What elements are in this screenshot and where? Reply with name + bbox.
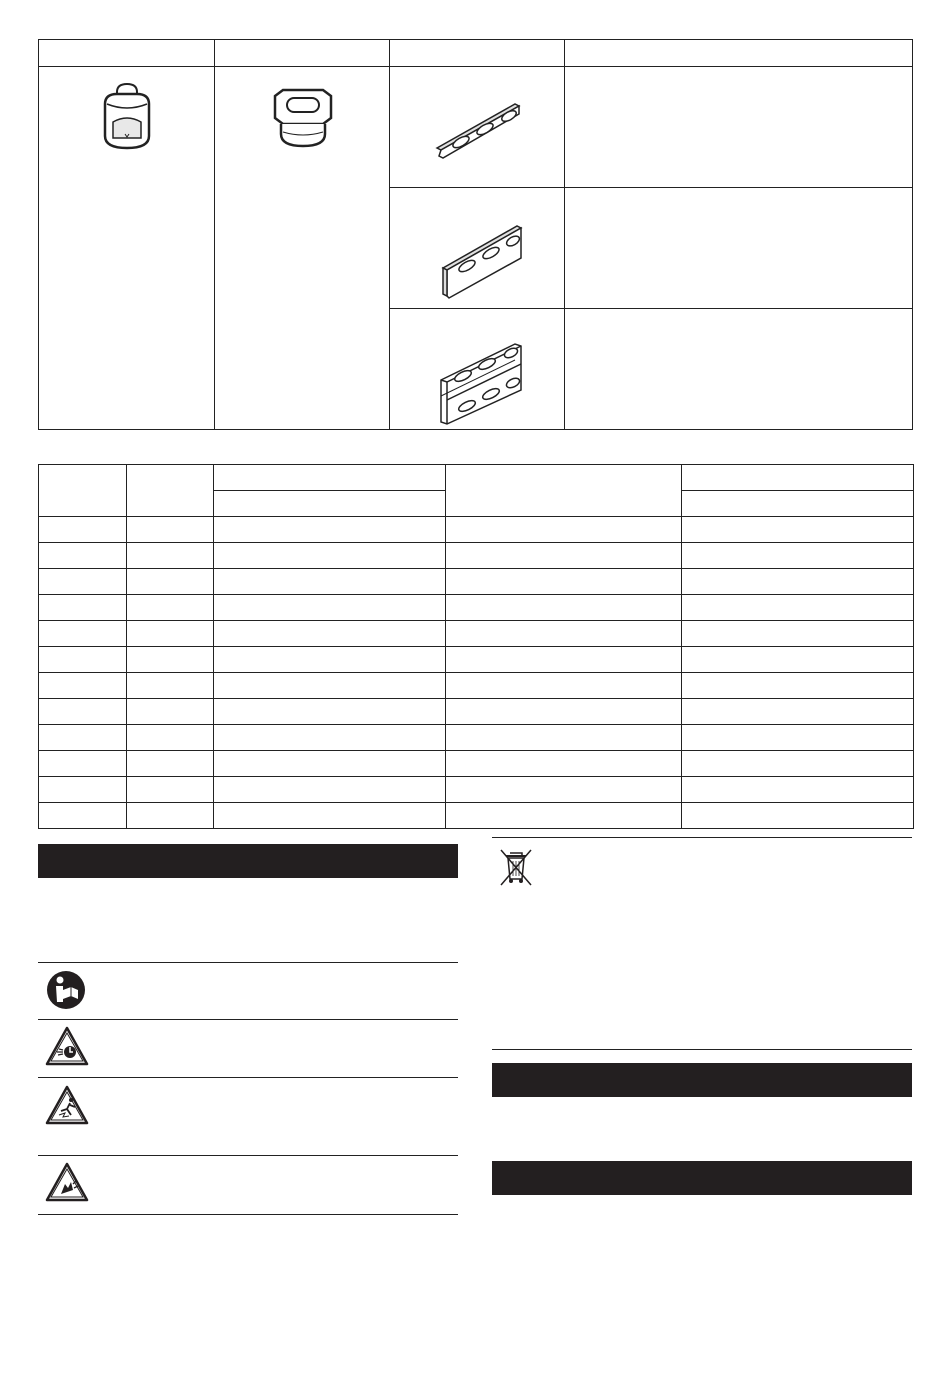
table-cell <box>446 699 682 725</box>
table-header-cell <box>446 465 682 517</box>
table-row <box>39 673 914 699</box>
table-cell <box>214 673 446 699</box>
table-cell <box>127 621 214 647</box>
table-cell <box>127 595 214 621</box>
table-row <box>39 465 914 491</box>
punch-icon <box>99 82 155 154</box>
table-cell <box>682 647 914 673</box>
table-cell <box>39 569 127 595</box>
table-cell <box>214 699 446 725</box>
table-cell <box>214 569 446 595</box>
table-cell <box>39 595 127 621</box>
header-cell-material <box>390 40 564 66</box>
angle-bar-icon <box>435 220 525 300</box>
table-cell <box>682 751 914 777</box>
table-row <box>39 777 914 803</box>
warning-flying-debris-icon <box>45 1026 89 1066</box>
table-header-cell <box>682 491 914 517</box>
table-divider <box>389 40 390 429</box>
table-row-divider <box>389 187 912 188</box>
table-cell <box>446 673 682 699</box>
divider <box>492 837 912 838</box>
warning-cutting-hand-icon <box>45 1162 89 1202</box>
divider <box>38 1077 458 1078</box>
table-cell <box>214 777 446 803</box>
table-cell <box>682 595 914 621</box>
warning-electric-shock-icon <box>45 1085 89 1125</box>
table-row <box>39 699 914 725</box>
table-cell <box>214 543 446 569</box>
table-cell <box>682 543 914 569</box>
table-cell <box>446 725 682 751</box>
table-cell <box>39 725 127 751</box>
table-cell <box>682 621 914 647</box>
table-cell <box>682 517 914 543</box>
table-header-cell <box>127 465 214 517</box>
table-cell <box>682 673 914 699</box>
section-header-bar <box>492 1161 912 1195</box>
table-row <box>39 569 914 595</box>
table-cell <box>214 803 446 829</box>
header-cell-description <box>565 40 912 66</box>
table-row <box>39 803 914 829</box>
table-cell <box>127 543 214 569</box>
table-cell <box>446 647 682 673</box>
table-cell <box>446 751 682 777</box>
table-row <box>39 595 914 621</box>
table-cell <box>127 699 214 725</box>
channel-bar-icon <box>435 340 525 426</box>
table-cell <box>39 517 127 543</box>
table-cell <box>39 751 127 777</box>
table-cell <box>39 699 127 725</box>
table-cell <box>127 777 214 803</box>
table-cell <box>39 647 127 673</box>
table-cell <box>446 777 682 803</box>
table-cell <box>682 777 914 803</box>
table-row <box>39 751 914 777</box>
table-cell <box>446 517 682 543</box>
section-header-bar <box>38 844 458 878</box>
divider <box>492 1049 912 1050</box>
table-row-divider <box>389 308 912 309</box>
table-cell <box>127 751 214 777</box>
table-cell <box>446 621 682 647</box>
table-cell <box>446 569 682 595</box>
table-header-cell <box>39 465 127 517</box>
table-cell <box>214 647 446 673</box>
table-cell <box>39 621 127 647</box>
divider <box>38 962 458 963</box>
divider <box>38 1155 458 1156</box>
header-cell-punch <box>39 40 214 66</box>
table-cell <box>127 647 214 673</box>
table-cell <box>127 517 214 543</box>
table-divider <box>564 40 565 429</box>
table-cell <box>127 725 214 751</box>
table-cell <box>682 699 914 725</box>
table-cell <box>214 621 446 647</box>
flat-bar-icon <box>435 100 525 162</box>
die-icon <box>271 88 335 150</box>
table-cell <box>39 777 127 803</box>
table-cell <box>214 751 446 777</box>
table-header-cell <box>214 465 446 491</box>
table-divider <box>214 40 215 429</box>
table-cell <box>214 725 446 751</box>
table-cell <box>446 595 682 621</box>
table-cell <box>682 803 914 829</box>
table-row <box>39 725 914 751</box>
table-row <box>39 517 914 543</box>
table-cell <box>682 569 914 595</box>
specification-table <box>38 464 914 829</box>
table-cell <box>214 595 446 621</box>
table-cell <box>446 803 682 829</box>
table-row <box>39 621 914 647</box>
read-manual-icon <box>46 970 86 1010</box>
table-cell <box>39 543 127 569</box>
header-cell-die <box>215 40 389 66</box>
table-cell <box>682 725 914 751</box>
table-cell <box>214 517 446 543</box>
divider <box>38 1214 458 1215</box>
table-header-cell <box>214 491 446 517</box>
crossed-out-bin-icon <box>498 847 534 887</box>
divider <box>38 1019 458 1020</box>
table-cell <box>127 673 214 699</box>
table-cell <box>127 803 214 829</box>
table-cell <box>39 673 127 699</box>
section-header-bar <box>492 1063 912 1097</box>
table-header-divider <box>39 66 912 67</box>
table-row <box>39 543 914 569</box>
table-cell <box>39 803 127 829</box>
table-header-cell <box>682 465 914 491</box>
table-cell <box>446 543 682 569</box>
table-cell <box>127 569 214 595</box>
table-row <box>39 647 914 673</box>
punch-die-table <box>38 39 913 430</box>
